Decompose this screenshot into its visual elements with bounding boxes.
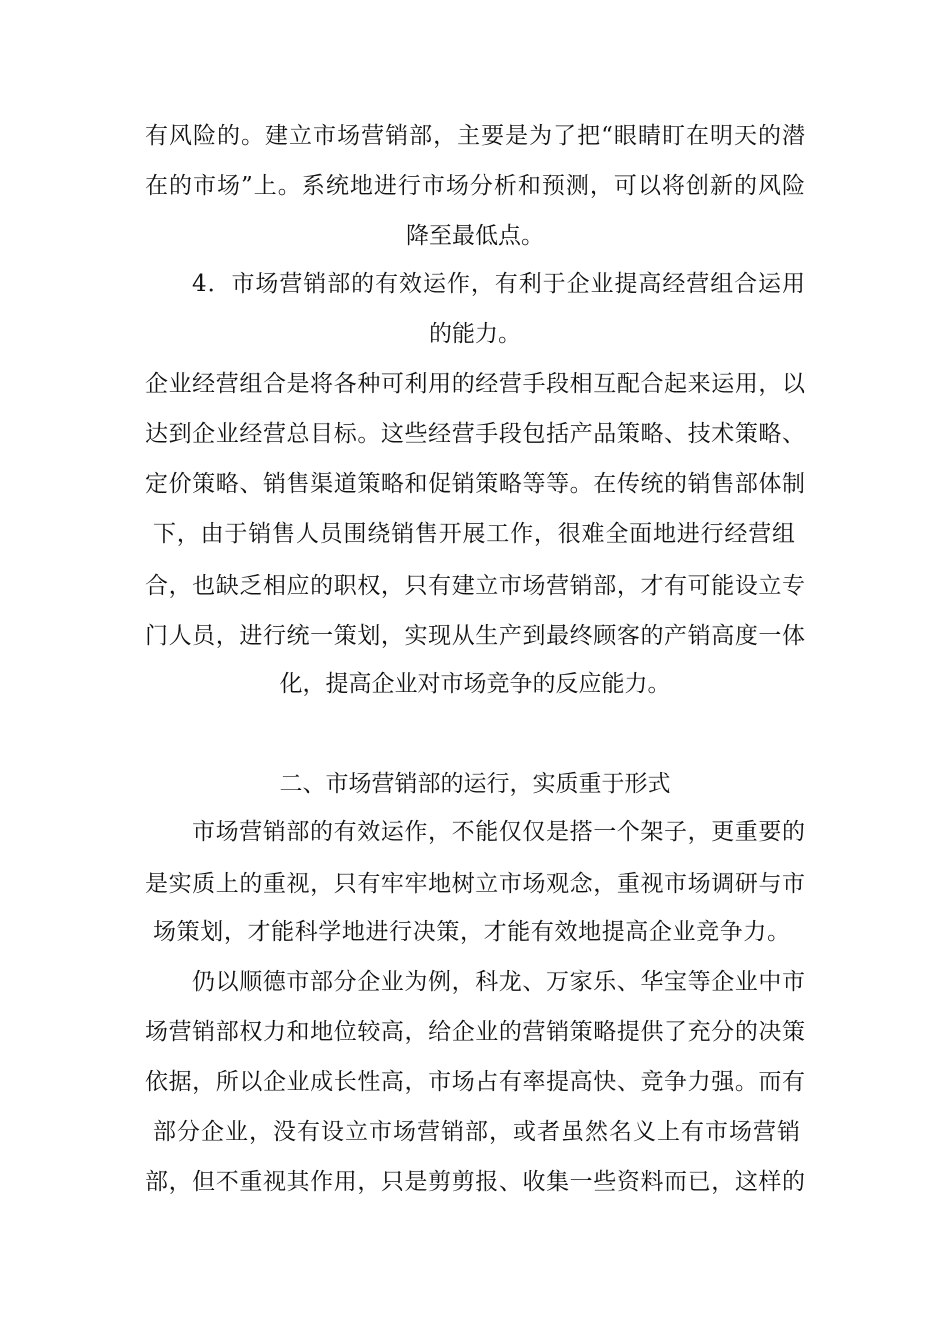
section-heading: 二、市场营销部的运行，实质重于形式 bbox=[279, 771, 671, 797]
text-line: 依据，所以企业成长性高，市场占有率提高快、竞争力强。而有 bbox=[145, 1069, 805, 1095]
text-line: 部分企业，没有设立市场营销部，或者虽然名义上有市场营销 bbox=[153, 1119, 800, 1145]
text-line: 达到企业经营总目标。这些经营手段包括产品策略、技术策略、 bbox=[145, 421, 805, 447]
text-line: 有风险的。建立市场营销部，主要是为了把“眼睛盯在明天的潜 bbox=[145, 123, 805, 149]
text-line: 下，由于销售人员围绕销售开展工作，很难全面地进行经营组 bbox=[153, 521, 795, 547]
text-line: 部，但不重视其作用，只是剪剪报、收集一些资料而已，这样的 bbox=[145, 1169, 805, 1195]
text-line: 是实质上的重视，只有牢牢地树立市场观念，重视市场调研与市 bbox=[145, 871, 805, 897]
text-line: 合，也缺乏相应的职权，只有建立市场营销部，才有可能设立专 bbox=[145, 573, 805, 599]
text-line: 的能力。 bbox=[429, 321, 521, 347]
text-line: 降至最低点。 bbox=[406, 223, 544, 249]
text-line: 场策划，才能科学地进行决策，才能有效地提高企业竞争力。 bbox=[153, 919, 790, 945]
text-line: 化，提高企业对市场竞争的反应能力。 bbox=[279, 671, 671, 697]
text-line: 门人员，进行统一策划，实现从生产到最终顾客的产销高度一体 bbox=[145, 623, 805, 649]
text-line: 仍以顺德市部分企业为例，科龙、万家乐、华宝等企业中市 bbox=[192, 969, 805, 995]
numbered-point: 4．市场营销部的有效运作，有利于企业提高经营组合运用 bbox=[192, 271, 805, 297]
text-line: 市场营销部的有效运作，不能仅仅是搭一个架子，更重要的 bbox=[192, 819, 805, 845]
text-line: 场营销部权力和地位较高，给企业的营销策略提供了充分的决策 bbox=[145, 1019, 805, 1045]
text-line: 定价策略、销售渠道策略和促销策略等等。在传统的销售部体制 bbox=[145, 471, 805, 497]
text-line: 在的市场”上。系统地进行市场分析和预测，可以将创新的风险 bbox=[145, 173, 805, 199]
text-line: 企业经营组合是将各种可利用的经营手段相互配合起来运用，以 bbox=[145, 371, 805, 397]
